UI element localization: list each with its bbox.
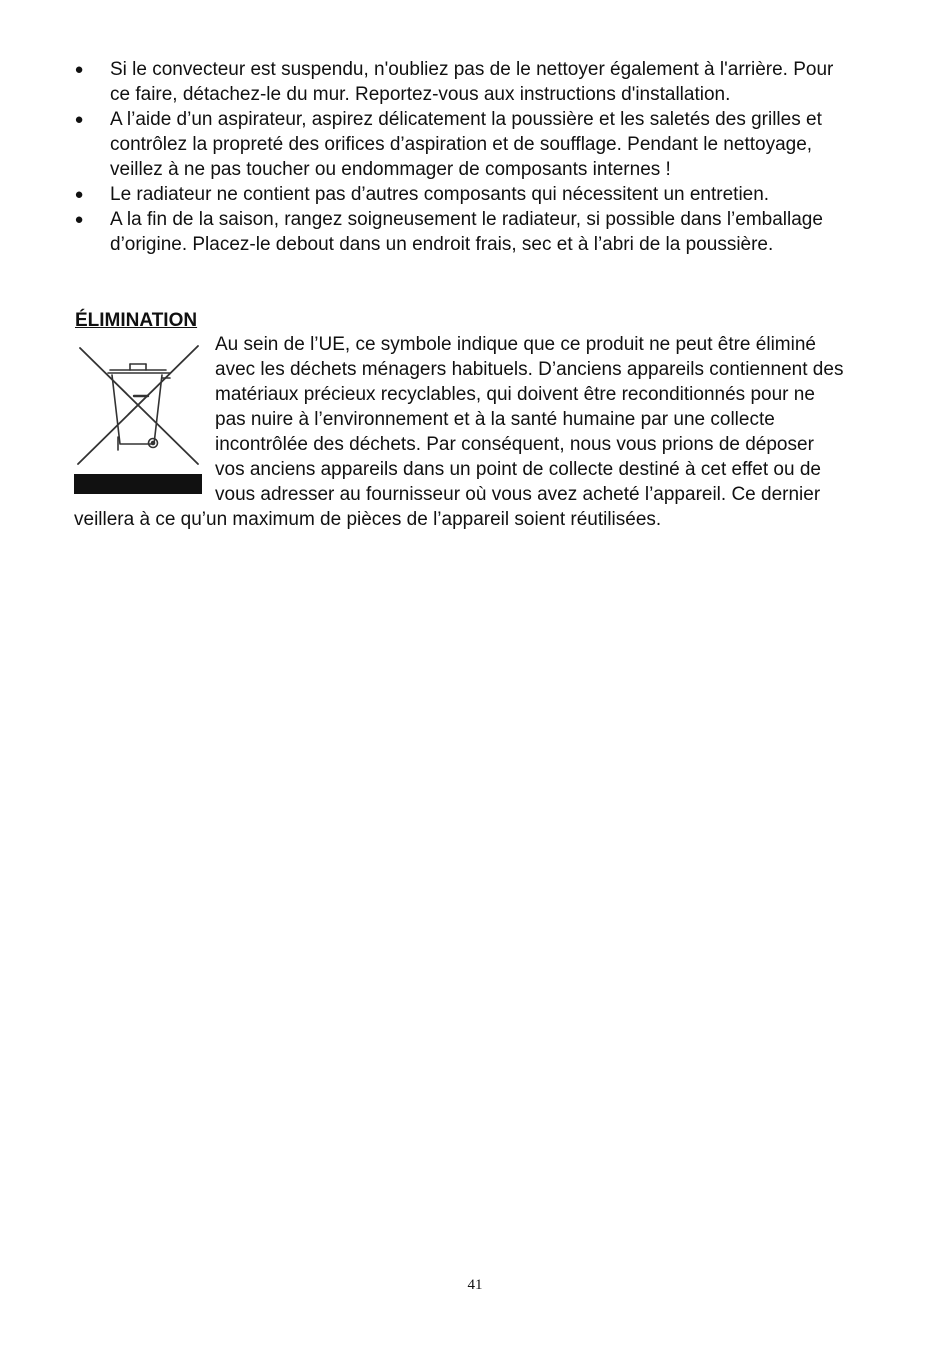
- list-item: [74, 57, 844, 107]
- list-item: [74, 207, 844, 257]
- bullet-icon: ●: [74, 186, 84, 203]
- page-number: 41: [467, 1277, 483, 1293]
- list-item-text: Le radiateur ne contient pas d’autres composants qui nécessitent un entretien.: [110, 184, 770, 205]
- list-item-text: A la fin de la saison, rangez soigneusement le radiateur, si possible dans l’emballage d’origine. Placez-le debout dans un endroit frais, sec et à l’abri de la poussière.: [110, 209, 823, 255]
- list-item-text: A l’aide d’un aspirateur, aspirez délicatement la poussière et les saletés des grilles et contrôlez la propreté des orifices d’aspiration et de soufflage. Pendant le nettoyage, veillez à ne pas toucher ou endommager de composants internes !: [110, 109, 822, 180]
- bullet-icon: ●: [74, 111, 84, 128]
- section-title-disposal: ÉLIMINATION: [75, 310, 198, 331]
- list-item: [74, 182, 844, 207]
- maintenance-list: [74, 57, 844, 257]
- bullet-icon: ●: [74, 211, 84, 228]
- list-item: [74, 107, 844, 182]
- disposal-text: Au sein de l’UE, ce symbole indique que ce produit ne peut être éliminé avec les déchets ménagers habituels. D’anciens appareils contiennent des matériaux précieux recyclables, qui doivent être reconditionnés pour ne pas nuire à l’environnement et à la santé humaine par une collecte incontrôlée des déchets. Par conséquent, nous vous prions de déposer vos anciens appareils dans un point de collecte destiné à cet effet ou de vous adresser au fournisseur où vous avez acheté l’appareil. Ce dernier veillera à ce qu’un maximum de pièces de l’appareil soient réutilisées.: [74, 334, 844, 530]
- crossed-out-wheelie-bin-icon: [74, 342, 202, 494]
- bullet-icon: ●: [74, 61, 84, 78]
- list-item-text: Si le convecteur est suspendu, n'oubliez pas de le nettoyer également à l'arrière. Pour ce faire, détachez-le du mur. Reportez-vous aux instructions d'installation.: [110, 59, 834, 105]
